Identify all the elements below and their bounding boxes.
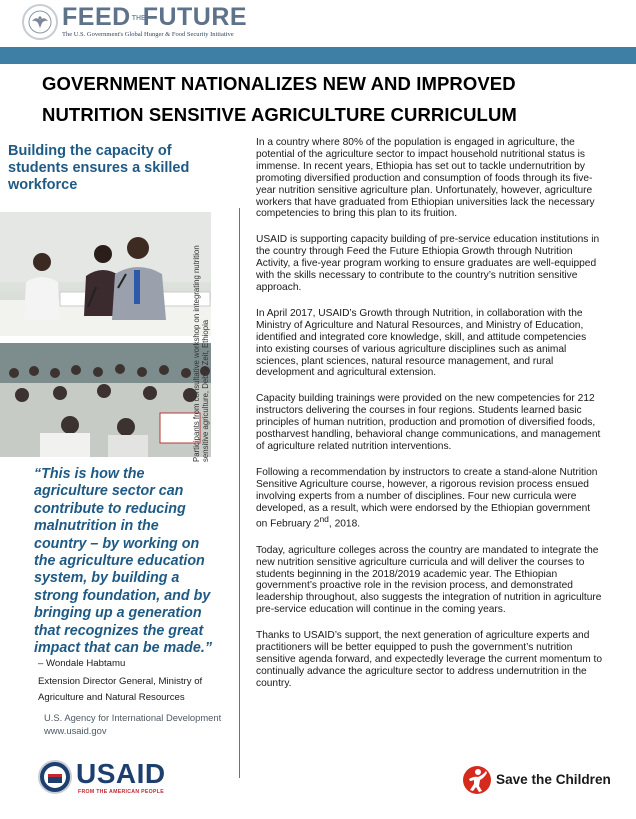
- paragraph-5-text: Following a recommendation by instructors to create a stand-alone Nutrition Sensitive Agriculture course, however, a rigorous revision process ensued involving experts from a number of disciplines. Four new curricula were developed, as a result, which were endorsed by the Ethiopian government on February 2: [256, 466, 598, 530]
- paragraph-3: In April 2017, USAID’s Growth through Nutrition, in collaboration with the Ministry of Agriculture and Natural Resources, and Ministry of Education, identified and integrated core knowledge, skill, and attitude competencies into existing courses of various agriculture disciplines such as animal sciences, plant sciences, natural resource management, and rural development and agricultural extension.: [256, 307, 587, 379]
- paragraph-5-end: , 2018.: [328, 518, 361, 530]
- paragraph-1: In a country where 80% of the population is engaged in agriculture, the potential of the agriculture sector to impact household nutritional status is immense. In recent years, Ethiopia has set out to tackle undernutrition by promoting diversified production and consumption of foods through its five-year nutrition sensitive agriculture plan. Unfortunately, however, agriculture workers that have graduated from Ethiopian universities lack the necessary competencies to bring this plan to its fruition.: [256, 137, 595, 220]
- paragraph-4: Capacity building trainings were provided on the new competencies for 212 instructors delivering the courses in four regions. Students learned basic principles of human nutrition, production and promotion of diversified foods, postharvest handling, behavioral change communications, and management of agriculture related nutrition interventions.: [256, 393, 601, 452]
- photo-caption: Participants from consultative workshop on integrating nutrition sensitive agriculture, Debre Zeit, Ethiopia: [192, 245, 210, 462]
- child-figure-icon: [462, 765, 492, 795]
- brand-right: FUTURE: [142, 3, 248, 31]
- usaid-seal-icon: [38, 760, 72, 794]
- us-seal-icon: [22, 4, 58, 40]
- eagle-icon: [28, 10, 52, 34]
- page-title: [42, 68, 602, 130]
- quote-attribution-name: – Wondale Habtamu: [38, 658, 126, 669]
- paragraph-2: USAID is supporting capacity building of pre-service education institutions in the country through Feed the Future Ethiopia Growth through Nutrition Activity, a five-year program working to ensure graduates are well-equipped with the skills necessary to contribute to the country’s nutrition sensitive approach.: [256, 234, 600, 293]
- header: [0, 0, 636, 44]
- usaid-logo: USAID: [76, 758, 166, 789]
- agency-url[interactable]: www.usaid.gov: [44, 725, 107, 736]
- paragraph-5-sup: nd: [319, 514, 329, 525]
- column-divider: [239, 208, 240, 778]
- feed-the-future-logo: [62, 4, 247, 30]
- workshop-panel-photo: [0, 212, 211, 336]
- brand-tagline: The U.S. Government's Global Hunger & Food Security Initiative: [62, 31, 234, 38]
- workshop-audience-photo: [0, 343, 211, 457]
- usaid-tagline: FROM THE AMERICAN PEOPLE: [78, 789, 164, 795]
- article-body: [256, 137, 604, 704]
- brand-left: FEED: [62, 3, 131, 31]
- partner-name: Save the Children: [496, 772, 611, 787]
- quote-attribution-title: Extension Director General, Ministry of Agriculture and Natural Resources: [38, 676, 203, 703]
- brand-mid: THE: [131, 14, 146, 22]
- paragraph-7: Thanks to USAID’s support, the next generation of agriculture experts and practitioners will be better equipped to push the government’s nutrition sensitive agenda forward, and expectedly leverage the current momentum to continually advance the agriculture sector to address undernutrition in the country.: [256, 630, 603, 689]
- title-line-2: NUTRITION SENSITIVE AGRICULTURE CURRICULUM: [42, 104, 517, 125]
- paragraph-6: Today, agriculture colleges across the country are mandated to integrate the new nutrition sensitive agriculture curricula and will deliver the courses to students beginning in the 2018/2019 academic year. The Ethiopian government’s proactive role in the revision process, and demonstrated leadership throughout, also suggests the integration of nutrition in agriculture pre-service education will continue in the coming years.: [256, 544, 602, 616]
- agency-name: U.S. Agency for International Development: [44, 712, 222, 723]
- title-line-1: GOVERNMENT NATIONALIZES NEW AND IMPROVED: [42, 73, 516, 94]
- pull-quote: “This is how the agriculture sector can contribute to reducing malnutrition in the country – by working on the agriculture education system, by building a strong foundation, and by bringing up a generation that recognizes the great impact that can be made.”: [34, 466, 212, 657]
- sidebar-heading: Building the capacity of students ensures a skilled workforce: [8, 143, 190, 193]
- paragraph-5: [256, 467, 604, 531]
- header-bar: [0, 47, 636, 64]
